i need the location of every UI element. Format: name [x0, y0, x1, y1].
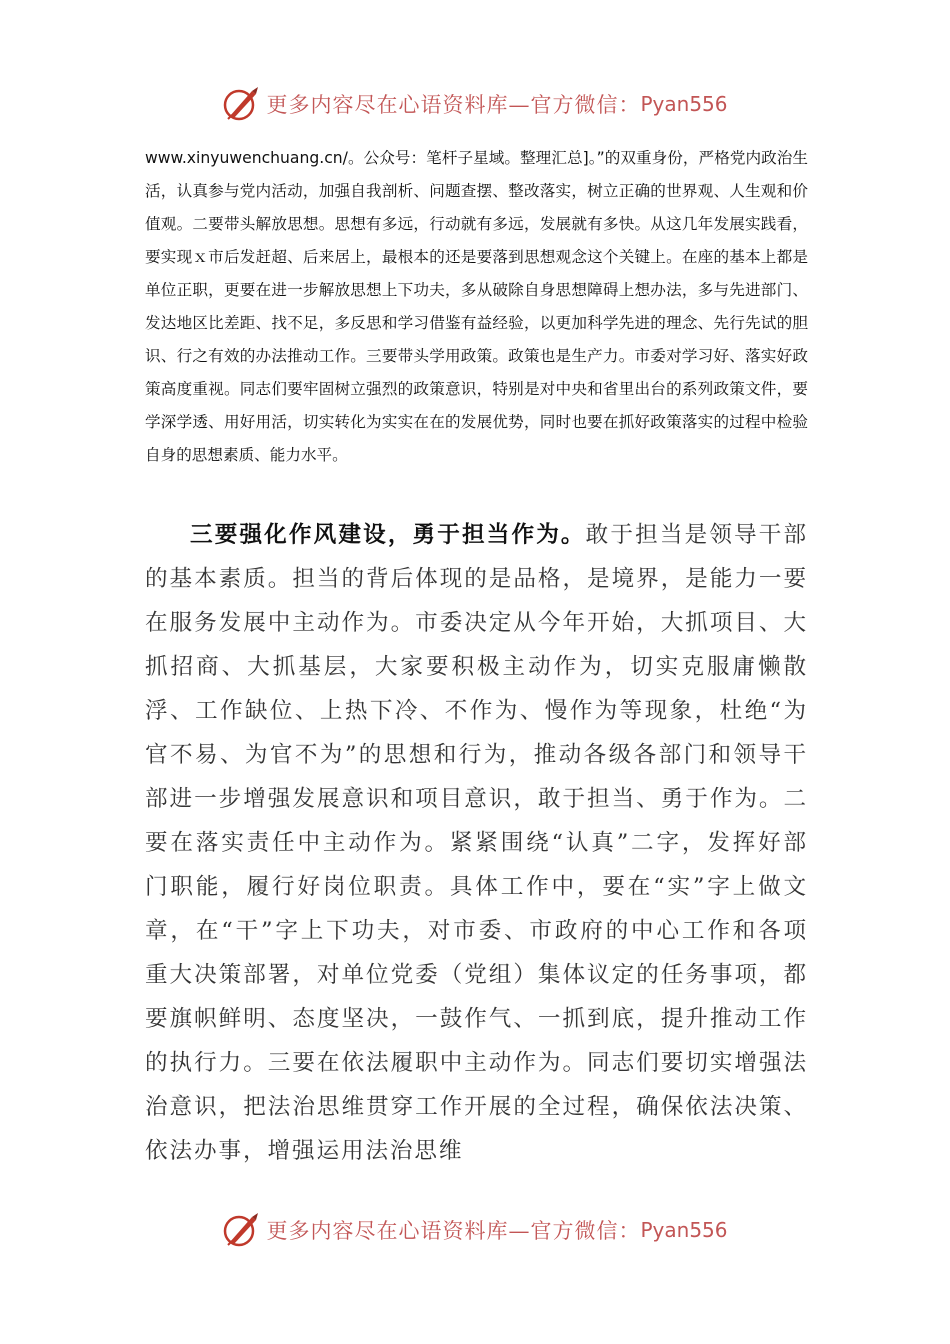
quill-pen-logo-icon [222, 85, 262, 123]
banner-text: 更多内容尽在心语资料库—官方微信： [266, 1219, 641, 1243]
header-banner [0, 84, 950, 124]
banner-wechat-id: Pyan556 [640, 1218, 728, 1242]
quill-pen-logo-icon [222, 1211, 262, 1249]
body-paragraph-2 [145, 513, 808, 1173]
section-heading: 三要强化作风建设，勇于担当作为。 [190, 522, 586, 548]
footer-banner [0, 1210, 950, 1250]
section-body: 敢于担当是领导干部的基本素质。担当的背后体现的是品格，是境界，是能力一要在服务发展中主动作为。市委决定从今年开始，大抓项目、大抓招商、大抓基层，大家要积极主动作为，切实克服庸懒散浮、工作缺位、上热下冷、不作为、慢作为等现象，杜绝“为官不易、为官不为”的思想和行为，推动各级各部门和领导干部进一步增强发展意识和项目意识，敢于担当、勇于作为。二要在落实责任中主动作为。紧紧围绕“认真”二字，发挥好部门职能，履行好岗位职责。具体工作中，要在“实”字上做文章，在“干”字上下功夫，对市委、市政府的中心工作和各项重大决策部署，对单位党委（党组）集体议定的任务事项，都要旗帜鲜明、态度坚决，一鼓作气、一抓到底，提升推动工作的执行力。三要在依法履职中主动作为。同志们要切实增强法治意识，把法治思维贯穿工作开展的全过程，确保依法决策、依法办事，增强运用法治思维 [145, 522, 808, 1164]
banner-text: 更多内容尽在心语资料库—官方微信： [266, 93, 641, 117]
body-paragraph-1: www.xinyuwenchuang.cn/。公众号：笔杆子星域。整理汇总]。”的双重身份，严格党内政治生活，认真参与党内活动，加强自我剖析、问题查摆、整改落实，树立正确的世界观、人生观和价值观。二要带头解放思想。思想有多远，行动就有多远，发展就有多快。从这几年发展实践看，要实现ｘ市后发赶超、后来居上，最根本的还是要落到思想观念这个关键上。在座的基本上都是单位正职，更要在进一步解放思想上下功夫，多从破除自身思想障碍上想办法，多与先进部门、发达地区比差距、找不足，多反思和学习借鉴有益经验，以更加科学先进的理念、先行先试的胆识、行之有效的办法推动工作。三要带头学用政策。政策也是生产力。市委对学习好、落实好政策高度重视。同志们要牢固树立强烈的政策意识，特别是对中央和省里出台的系列政策文件，要学深学透、用好用活，切实转化为实实在在的发展优势，同时也要在抓好政策落实的过程中检验自身的思想素质、能力水平。 [145, 149, 808, 464]
banner-wechat-id: Pyan556 [640, 92, 728, 116]
